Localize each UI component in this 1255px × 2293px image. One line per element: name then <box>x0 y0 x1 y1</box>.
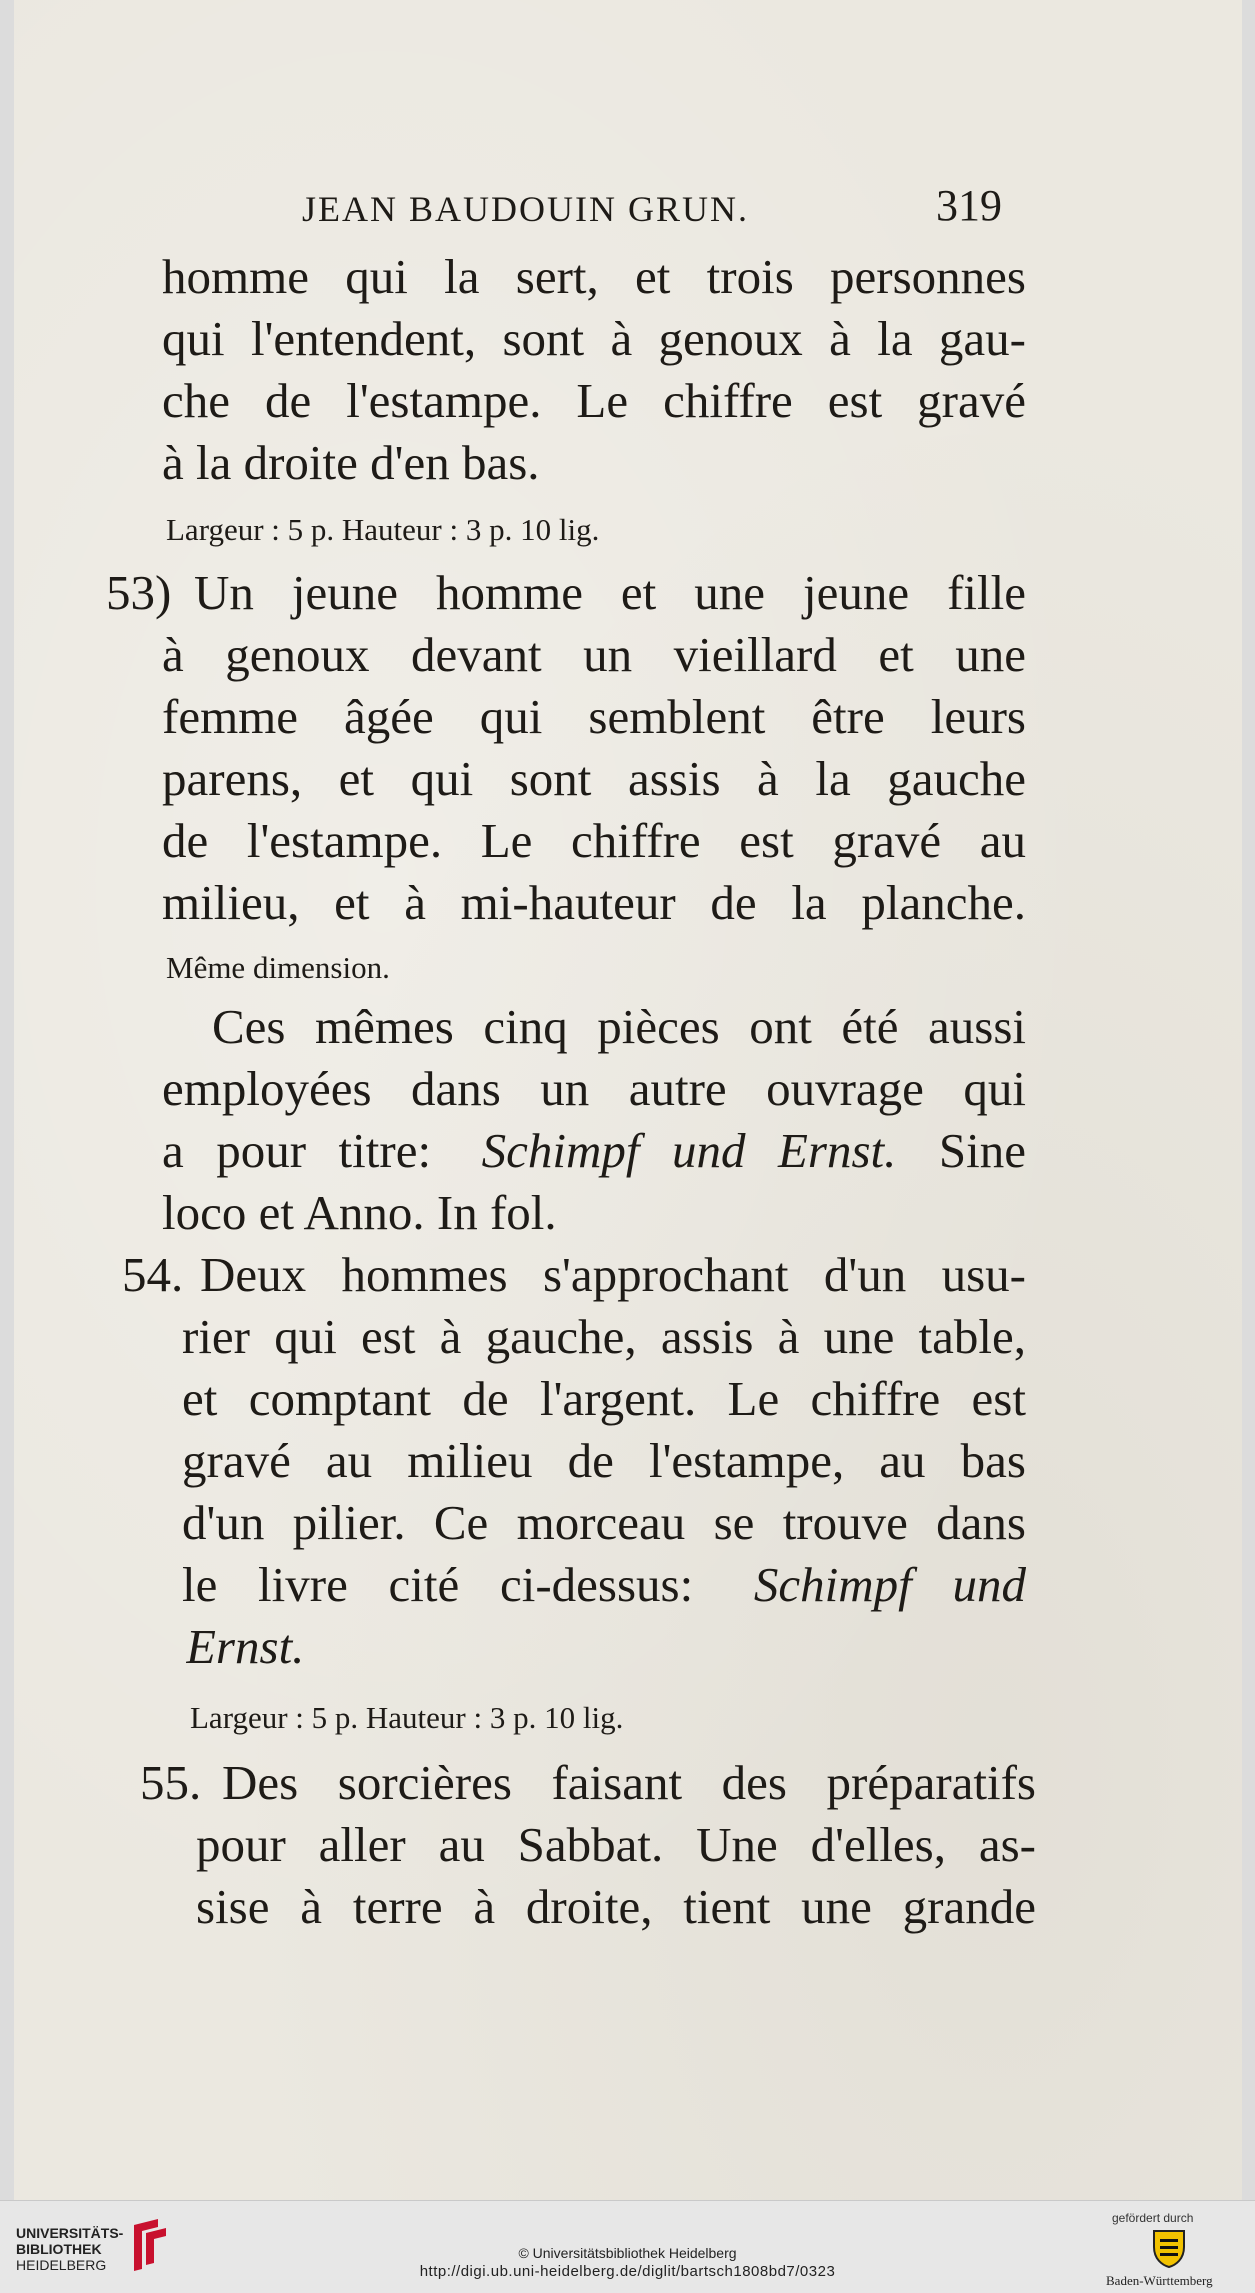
text-span: a pour titre: <box>162 1123 464 1178</box>
text-line: parens, et qui sont assis à la gauche <box>162 751 1026 806</box>
text-line: d'un pilier. Ce morceau se trouve dans <box>182 1495 1026 1550</box>
dimensions-note: Largeur : 5 p. Hauteur : 3 p. 10 lig. <box>190 1700 624 1735</box>
text-span: le livre cité ci-dessus: <box>182 1557 734 1612</box>
running-title: JEAN BAUDOUIN GRUN. <box>302 189 749 229</box>
text-line <box>162 1122 1026 1186</box>
dimensions-note: Même dimension. <box>166 950 390 985</box>
text-line: et comptant de l'argent. Le chiffre est <box>182 1371 1026 1426</box>
text-line: à la droite d'en bas. <box>162 435 540 490</box>
page-number: 319 <box>936 181 1002 230</box>
sponsor-name: Baden-Württemberg <box>1106 2273 1213 2288</box>
permalink[interactable]: http://digi.ub.uni-heidelberg.de/diglit/bartsch1808bd7/0323 <box>419 2263 836 2280</box>
institution-line: UNIVERSITÄTS- <box>16 2225 124 2241</box>
text-line: à genoux devant un vieillard et une <box>162 627 1026 682</box>
text-line: Des sorcières faisant des préparatifs <box>222 1755 1036 1810</box>
text-line: Ces mêmes cinq pièces ont été aussi <box>212 999 1026 1054</box>
institution-line: HEIDELBERG <box>16 2257 107 2273</box>
entry-number: 55. <box>140 1755 202 1810</box>
text-line: de l'estampe. Le chiffre est gravé au <box>162 813 1026 868</box>
text-line: loco et Anno. In fol. <box>162 1185 557 1240</box>
dimensions-note: Largeur : 5 p. Hauteur : 3 p. 10 lig. <box>166 512 600 547</box>
text-line: homme qui la sert, et trois personnes <box>162 249 1026 304</box>
entry-number: 54. <box>122 1247 184 1302</box>
text-line: sise à terre à droite, tient une grande <box>196 1879 1036 1934</box>
funded-by-label: gefördert durch <box>1112 2211 1194 2225</box>
text-line: che de l'estampe. Le chiffre est gravé <box>162 373 1026 428</box>
book-title: Ernst. <box>186 1619 305 1674</box>
text-line: qui l'entendent, sont à genoux à la gau- <box>162 311 1026 366</box>
text-line <box>182 1556 1026 1620</box>
copyright-text: © Universitätsbibliothek Heidelberg <box>518 2245 737 2261</box>
footer-bar <box>0 2200 1255 2293</box>
text-line: Un jeune homme et une jeune fille <box>194 565 1026 620</box>
text-line: femme âgée qui semblent être leurs <box>162 689 1026 744</box>
text-line: pour aller au Sabbat. Une d'elles, as- <box>196 1817 1036 1872</box>
text-line: Deux hommes s'approchant d'un usu- <box>200 1247 1026 1302</box>
text-line: gravé au milieu de l'estampe, au bas <box>182 1433 1026 1488</box>
state-coat-of-arms-icon <box>1150 2227 1188 2269</box>
text-line: employées dans un autre ouvrage qui <box>162 1061 1026 1116</box>
scanned-page <box>14 0 1242 2200</box>
text-span: Sine <box>906 1123 1026 1178</box>
entry-number: 53) <box>106 565 172 620</box>
book-title: Schimpf und <box>753 1557 1026 1612</box>
book-title: Schimpf und Ernst. <box>481 1123 897 1178</box>
institution-line: BIBLIOTHEK <box>16 2241 102 2257</box>
text-line: milieu, et à mi-hauteur de la planche. <box>162 875 1026 930</box>
text-line: rier qui est à gauche, assis à une table, <box>182 1309 1026 1364</box>
